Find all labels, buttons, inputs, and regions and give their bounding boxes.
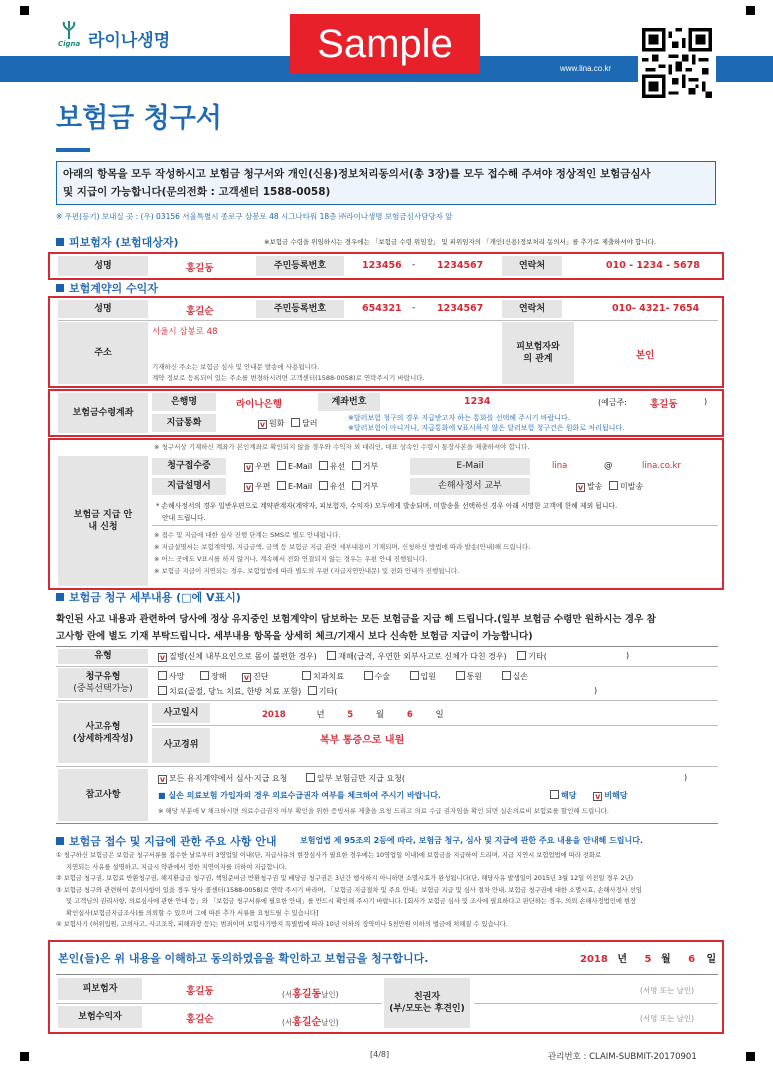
currency-options	[258, 418, 317, 429]
ref-medical-note: ■ 실손 의료보험 가입자의 경우 의료수급권자 여부를 체크하여 주시기 바랍니다.	[158, 791, 441, 800]
currency-note-2: ※달러보험이 아니거나, 지급통화에 V표시하지 않은 달러보험 청구건은 원화로 처리됩니다.	[348, 424, 625, 432]
qr-code-icon	[638, 24, 716, 102]
divider	[56, 766, 718, 767]
registration-mark	[746, 1052, 755, 1061]
ref-part-checkbox[interactable]	[306, 773, 315, 782]
consent-bene-sign	[282, 1013, 339, 1028]
unit-day: 일	[706, 954, 717, 965]
info-item: ① 청구하신 보험금은 보험금 청구서류를 접수한 날로부터 3영업일 이내(단, 지급사유의 현장심사가 필요한 경우에는 10영업일 이내)에 보험금을 지급하여 드리며, 지급 지연시 보험업법에 따라 전화로	[56, 852, 602, 859]
post-note: ※ 우편(등기) 보내실 곳 : (우) 03156 서울특별시 종로구 삼봉로 48 시그나타워 18층 ㈜라이나생명 보험금심사담당자 앞	[56, 212, 453, 221]
beneficiary-name[interactable]: 홍길순	[186, 306, 214, 317]
ref-part-close: )	[684, 773, 688, 782]
divider	[474, 1003, 718, 1004]
beneficiary-name-label: 성명	[58, 300, 148, 318]
damage-note-1: * 손해사정서의 경우 일반우편으로 계약관계자(계약자, 피보험자, 수익자) 모두에게 발송되며, 미발송을 선택하신 경우 아래 서명한 고객에 한해 제외 됩니다.	[156, 502, 618, 510]
guide-top-note: ※ 청구서상 기재하신 계좌가 본인계좌로 확인되지 않을 경우와 수익자 외 대리인, 대표 상속인 수령시 통장사본을 제출하셔야 합니다.	[154, 443, 530, 451]
consent-day[interactable]: 6	[688, 954, 696, 965]
reference-options	[158, 773, 405, 784]
consent-date	[580, 950, 716, 965]
claim-diagnosis-checkbox[interactable]: v	[243, 673, 250, 682]
beneficiary-rrn-label: 주민등록번호	[256, 300, 344, 318]
brand-name: 라이나생명	[88, 31, 171, 51]
claim-outpatient-checkbox[interactable]	[456, 671, 465, 680]
opt-label: 유선	[329, 462, 346, 471]
consent-insured-sign	[282, 985, 339, 1000]
info-item: ④ 보험사기 (허위입원, 고의사고, 사고조작, 피해과장 등)는 범죄이며 보험사기방지 특별법에 따라 10년 이하의 징역이나 5천만원 이하의 벌금에 처해질 수 있습니다.	[56, 921, 508, 928]
beneficiary-rrn-back[interactable]: 1234567	[437, 303, 484, 314]
claim-dental-checkbox[interactable]	[302, 671, 311, 680]
receipt-email-checkbox[interactable]	[277, 461, 286, 470]
claim-actual-checkbox[interactable]	[502, 671, 511, 680]
info-title-text: 보험금 접수 및 지급에 관한 주요 사항 안내	[69, 835, 277, 848]
accident-date	[262, 708, 444, 720]
type-accident-checkbox[interactable]	[327, 651, 336, 660]
pay-refuse-checkbox[interactable]	[352, 481, 361, 490]
unit-year: 년	[316, 710, 325, 720]
consent-month[interactable]: 5	[644, 954, 652, 965]
divider	[56, 646, 718, 647]
divider	[152, 525, 718, 526]
claim-death-checkbox[interactable]	[158, 671, 167, 680]
opt-label: 거부	[362, 482, 379, 491]
opt-label: 사망	[169, 672, 185, 681]
insured-rrn-label: 주민등록번호	[256, 256, 344, 276]
address-label: 주소	[58, 322, 148, 384]
info-item: ② 보험금 청구권, 보험료 반환청구권, 해지환급금 청구권, 책임준비금 반환청구권 및 배당금 청구권은 3년간 행사하지 아니하면 소멸시효가 완성됩니다(단, 해당사유 발생일이 2015년 3월 12일 이전일 경우 2년)	[56, 875, 634, 882]
consent-insured-label: 피보험자	[58, 978, 142, 1000]
opt-label: 입원	[420, 672, 436, 681]
management-number: 관리번호 : CLAIM-SUBMIT-20170901	[548, 1052, 697, 1062]
opt-label: 치료(골절, 당뇨 치료, 한방 치료 포함)	[169, 687, 302, 696]
email-at: @	[604, 461, 613, 471]
guardian-label	[384, 978, 470, 1028]
consent-bene-name[interactable]: 홍길순	[186, 1014, 214, 1025]
pay-email-checkbox[interactable]	[277, 481, 286, 490]
receipt-phone-checkbox[interactable]	[319, 461, 328, 470]
opt-label: 치과치료	[313, 672, 344, 681]
currency-label: 지급통화	[152, 414, 216, 432]
divider	[58, 320, 718, 321]
sign-open: (서	[282, 990, 293, 999]
detail-desc-2: 고사항 란에 별도 기재 부탁드립니다. 세부내용 항목을 상세히 체크/기재시 보다 신속한 보험금 지급이 가능합니다)	[56, 631, 533, 642]
sign-open: (서	[282, 1018, 293, 1027]
receipt-label: 청구접수증	[152, 458, 226, 475]
guide-note: ※ 어느 곳에도 V표시를 하지 않거나, 계속해서 전화 연결되지 않는 경우는 우편 안내 진행됩니다.	[154, 555, 428, 563]
opt-label: 미발송	[620, 482, 644, 491]
registration-mark	[746, 6, 755, 15]
address-value[interactable]: 서울시 삼봉로 48	[152, 327, 218, 337]
unit-month: 월	[375, 710, 385, 720]
acct-value[interactable]: 1234	[464, 396, 491, 407]
detail-section-title	[56, 589, 241, 605]
consent-bene-label: 보험수익자	[58, 1006, 142, 1028]
claim-treatment-checkbox[interactable]	[158, 686, 167, 695]
brand-url: www.lina.co.kr	[560, 64, 612, 73]
page-title: 보험금 청구서	[56, 103, 222, 134]
guardian-sub: (부/모또는 후견인)	[389, 1004, 465, 1014]
holder-value[interactable]: 홍길동	[650, 399, 678, 410]
opt-label: 기타(	[318, 687, 338, 696]
detail-desc-1: 확인된 사고 내용과 관련하여 당사에 정상 유지중인 보험계약이 담보하는 모든 보험금을 지급 해 드립니다.(일부 보험금 수령만 원하시는 경우 참	[56, 614, 656, 625]
relation-label: 피보험자와의 관계	[502, 322, 574, 384]
consent-insured-name[interactable]: 홍길동	[186, 986, 214, 997]
unit-day: 일	[435, 710, 444, 720]
guide-label: 보험금 지급 안내 신청	[58, 456, 148, 586]
reference-label: 참고사항	[58, 769, 148, 821]
ref-medical-options	[550, 790, 627, 801]
pay-phone-checkbox[interactable]	[319, 481, 328, 490]
claim-hospital-checkbox[interactable]	[410, 671, 419, 680]
bene-signature[interactable]: 홍길순	[292, 1017, 322, 1028]
opt-label: E-Mail	[288, 482, 313, 491]
ref-all-checkbox[interactable]: v	[159, 775, 166, 784]
opt-label: 비해당	[604, 791, 628, 800]
divider	[56, 974, 718, 975]
info-section-title	[56, 833, 276, 849]
opt-label: E-Mail	[288, 462, 313, 471]
accident-month[interactable]: 5	[347, 710, 354, 720]
guardian-sign-1[interactable]: (서명 또는 날인)	[640, 986, 695, 995]
receipt-post-checkbox[interactable]: v	[245, 463, 252, 472]
ref-no-checkbox[interactable]: v	[595, 792, 601, 801]
address-note-2: 계약 정보로 등록되어 있는 주소를 변경하시려면 고객센터(1588-0058)로 연락주시기 바랍니다.	[152, 374, 425, 382]
registration-mark	[20, 1052, 29, 1061]
divider	[56, 1003, 382, 1004]
page-number: [4/8]	[370, 1050, 390, 1059]
insured-rrn-back[interactable]: 1234567	[437, 260, 484, 271]
insured-signature[interactable]: 홍길동	[292, 989, 322, 1000]
claim-type-text: 청구유형	[85, 671, 121, 682]
opt-label: 질병(신체 내부요인으로 몸이 불편한 경우)	[169, 652, 317, 661]
accident-day[interactable]: 6	[406, 710, 413, 720]
guide-note: ※ 지급설명서는 보험계약명, 지급금액, 금액 등 보험금 지급 관련 세부내용이 기재되며, 신청하신 방법에 따라 발송(안내)해 드립니다.	[154, 543, 531, 551]
won-label: 원화	[269, 419, 285, 428]
intro-box	[56, 161, 716, 205]
claim-options-row-1	[158, 671, 528, 682]
holder-close: )	[704, 397, 708, 406]
claim-etc-checkbox[interactable]	[308, 686, 317, 695]
beneficiary-contact[interactable]: 010- 4321- 7654	[612, 303, 700, 314]
damage-options	[576, 481, 643, 492]
opt-label: 장해	[211, 672, 227, 681]
consent-year[interactable]: 2018	[580, 954, 608, 965]
beneficiary-section-title	[56, 280, 158, 296]
bank-value[interactable]: 라이나은행	[236, 399, 282, 410]
info-item: ③ 보험금 청구와 관련하여 문의사항이 있을 경우 당사 콜센터(1588-0058)로 연락 주시기 바라며, 「보험금 지급절차 및 주요 안내」보험금 지급 및 심사 절차 안내, 보험금 청구권에 대한 소멸시효, 손해사정사 선임	[56, 886, 642, 894]
accident-course-label: 사고경위	[152, 728, 210, 763]
won-checkbox[interactable]: v	[259, 420, 266, 429]
guide-notes	[154, 529, 530, 577]
beneficiary-rrn-dash: -	[412, 303, 416, 313]
consent-text: 본인(들)은 위 내용을 이해하고 동의하였음을 확인하고 보험금을 청구합니다.	[58, 952, 429, 965]
currency-note-1: ※달러보험 청구의 경우 지급받고자 하는 통화를 선택해 주시기 바랍니다.	[348, 414, 570, 422]
registration-mark	[20, 6, 29, 15]
insured-rrn-front[interactable]: 123456	[362, 260, 402, 271]
opt-label: 해당	[561, 791, 577, 800]
opt-label: 우편	[255, 462, 271, 471]
opt-label: 일부 보험금만 지급 요청(	[316, 774, 405, 783]
cigna-logo-icon	[60, 20, 78, 40]
damage-send-checkbox[interactable]: v	[577, 483, 584, 492]
claim-type-sub: (중복선택가능)	[73, 684, 133, 694]
dollar-checkbox[interactable]	[291, 418, 300, 427]
guardian-sign-2[interactable]: (서명 또는 날인)	[640, 1014, 695, 1023]
type-etc-checkbox[interactable]	[517, 651, 526, 660]
insured-title-text: 피보험자 (보험대상자)	[69, 236, 179, 249]
accident-date-label: 사고일시	[152, 703, 210, 723]
claim-etc-close: )	[594, 686, 598, 695]
email-id[interactable]: lina	[552, 461, 568, 471]
account-label: 보험금수령계좌	[58, 393, 148, 433]
holder-label: (예금주:	[598, 398, 628, 407]
pay-desc-label: 지급설명서	[152, 478, 226, 495]
accident-course[interactable]: 복부 통증으로 내원	[320, 735, 405, 746]
insured-contact-label: 연락처	[502, 256, 562, 276]
receipt-refuse-checkbox[interactable]	[352, 461, 361, 470]
accident-type-label	[58, 703, 148, 763]
damage-note-2: 안내 드립니다.	[162, 514, 206, 522]
unit-month: 월	[660, 954, 671, 965]
accident-type-text: 사고유형	[85, 721, 121, 732]
address-note-1: 기재하신 주소는 보험금 심사 및 안내문 발송에 사용됩니다.	[152, 363, 320, 371]
insured-note: ※보험금 수령을 위임하시는 경우에는 「보험금 수령 위임장」 및 피위임자의 「개인(신용)정보처리 동의서」를 추가로 제출하셔야 합니다.	[264, 238, 656, 246]
acct-label: 계좌번호	[318, 393, 380, 411]
claim-options-row-2	[158, 686, 337, 697]
email-domain[interactable]: lina.co.kr	[642, 461, 681, 471]
type-label: 유형	[58, 649, 148, 664]
divider	[56, 823, 718, 824]
insured-section-title	[56, 234, 179, 250]
opt-label: 발송	[587, 482, 603, 491]
info-item: 지연되는 사유를 설명하고, 지급시 약관에서 정한 지연이자를 더하여 지급합니다.	[66, 863, 287, 871]
opt-label: 우편	[255, 482, 271, 491]
opt-label: 기타(	[528, 652, 547, 661]
insured-name-label: 성명	[58, 256, 148, 276]
bank-label: 은행명	[152, 393, 216, 411]
intro-line-2: 및 지급이 가능합니다(문의전화 : 고객센터 1588-0058)	[63, 186, 331, 198]
claim-disability-checkbox[interactable]	[200, 671, 209, 680]
brand-sub: Cigna	[58, 40, 81, 48]
email-label: E-Mail	[410, 458, 530, 475]
type-options	[158, 651, 547, 662]
info-item: 및 고객님의 권리사항, 의료심사에 관한 안내 등」와 「보험금 청구서류에 필요한 안내」를 반드시 확인해 주시기 바랍니다. [회사가 보험금 심사 및 조사에 필요하다고 판단하는 경우, 의뢰 손해사정법인에 현장	[66, 898, 637, 905]
relation-value[interactable]: 본인	[636, 350, 655, 361]
pay-post-checkbox[interactable]: v	[245, 483, 252, 492]
info-items	[56, 850, 642, 931]
insured-rrn-dash: -	[412, 260, 416, 270]
info-title-tail: 보험업법 제 95조의 2등에 따라, 보험금 청구, 심사 및 지급에 관한 주요 내용을 안내해 드립니다.	[300, 836, 644, 845]
detail-title-text: 보험금 청구 세부내용 (□에 V표시)	[69, 591, 241, 604]
beneficiary-rrn-front[interactable]: 654321	[362, 303, 402, 314]
beneficiary-contact-label: 연락처	[502, 300, 562, 318]
receipt-options	[244, 461, 378, 472]
opt-label: 재해(급격, 우연한 외부사고로 신체가 다친 경우)	[338, 652, 507, 661]
insured-name[interactable]: 홍길동	[186, 263, 214, 274]
claim-type-label	[58, 668, 148, 698]
divider	[56, 666, 718, 667]
ref-small-note: ※ 해당 부분에 V 체크하시면 의료수급권자 여부 확인을 위한 증빙서류 제출을 요청 드리고 의료 수급 권자임을 확인 되면 실손의료비 보험료를 할인해 드립니다.	[158, 807, 609, 815]
title-underline	[56, 148, 90, 152]
opt-label: 거부	[362, 462, 379, 471]
opt-label: 유선	[329, 482, 346, 491]
divider	[152, 725, 718, 726]
sign-close: 날인)	[321, 1018, 339, 1027]
dollar-label: 달러	[302, 419, 318, 428]
accident-type-sub: (상세하게작성)	[72, 734, 134, 744]
beneficiary-title-text: 보험계약의 수익자	[69, 282, 158, 295]
damage-nosend-checkbox[interactable]	[609, 481, 618, 490]
opt-label: 모든 유지계약에서 심사·지급 요청	[169, 774, 288, 783]
guardian-text: 친권자	[413, 991, 441, 1002]
opt-label: 진단	[253, 672, 269, 681]
type-disease-checkbox[interactable]: v	[159, 653, 166, 662]
damage-label: 손해사정서 교부	[410, 478, 530, 495]
claim-surgery-checkbox[interactable]	[364, 671, 373, 680]
opt-label: 실손	[512, 672, 529, 681]
type-etc-close: )	[626, 651, 630, 660]
guide-note: ※ 접수 및 지급에 대한 심사 진행 단계는 SMS로 별도 안내됩니다.	[154, 531, 341, 539]
intro-line-1: 아래의 항목을 모두 작성하시고 보험금 청구서와 개인(신용)정보처리동의서(총 3장)를 모두 접수해 주셔야 정상적인 보험금심사	[63, 168, 651, 180]
pay-desc-options	[244, 481, 378, 492]
info-item: 확인실사(보험금지급조사)를 의뢰할 수 있으며 그에 따른 추가 서류를 요청드릴 수 있습니다]	[66, 909, 319, 917]
sign-close: 날인)	[321, 990, 339, 999]
opt-label: 수술	[374, 672, 390, 681]
unit-year: 년	[617, 954, 627, 965]
ref-yes-checkbox[interactable]	[550, 790, 559, 799]
guide-note: ※ 보험금 지급이 지연되는 경우, 보험업법에 따라 별도의 우편 (지급지연안내문) 및 전화 안내가 진행됩니다.	[154, 567, 460, 575]
accident-year[interactable]: 2018	[262, 710, 286, 720]
insured-contact[interactable]: 010 - 1234 - 5678	[606, 260, 700, 271]
sample-stamp	[290, 14, 480, 74]
opt-label: 통원	[466, 672, 483, 681]
divider	[56, 700, 718, 701]
sample-stamp-text: Sample	[317, 21, 453, 66]
